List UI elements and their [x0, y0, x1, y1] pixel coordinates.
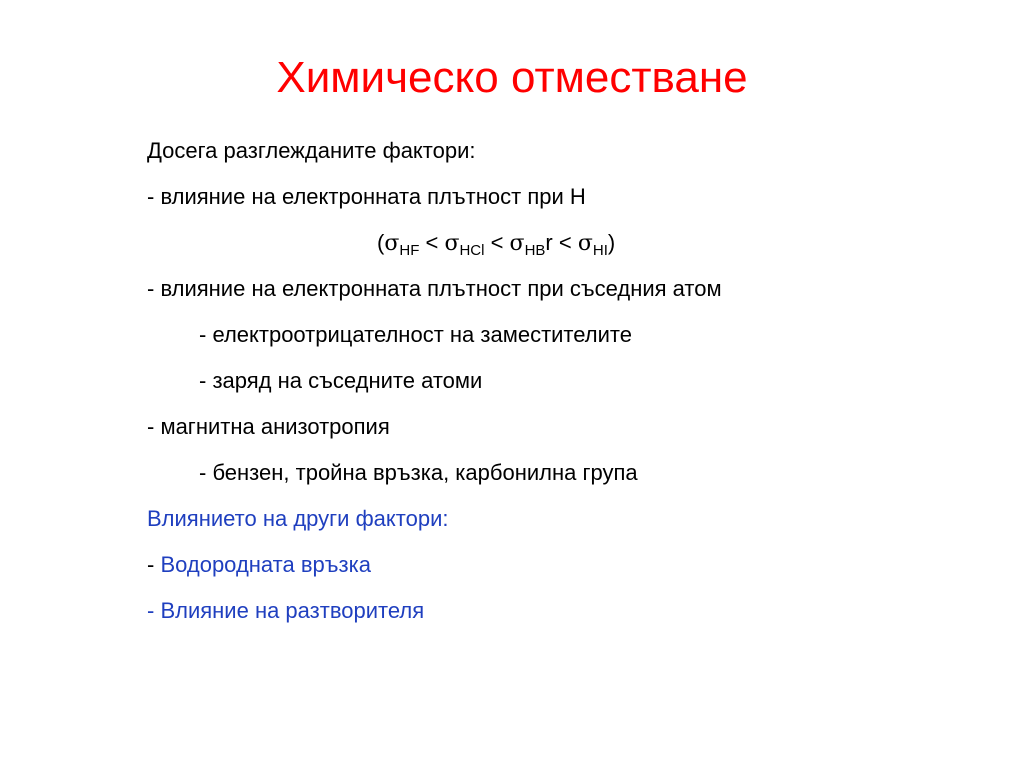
- subscript-hf: HF: [399, 242, 420, 259]
- subfactor-neighbor-charge: - заряд на съседните атоми: [199, 368, 483, 393]
- formula-close-paren: ): [607, 230, 616, 255]
- formula-r: r: [545, 230, 553, 255]
- other-factors-heading: Влиянието на други фактори:: [147, 506, 449, 531]
- factor-electron-density-h: - влияние на електронната плътност при Н: [147, 184, 586, 209]
- less-than-sign: <: [419, 230, 445, 255]
- formula-open-paren: (: [377, 230, 385, 255]
- subscript-hb: HB: [524, 242, 546, 259]
- sigma-symbol: σ: [444, 231, 460, 256]
- subscript-hi: HI: [592, 242, 608, 259]
- sigma-symbol: σ: [384, 231, 400, 256]
- other-factor-solvent: - Влияние на разтворителя: [147, 598, 425, 623]
- list-dash: -: [147, 552, 161, 577]
- factor-magnetic-anisotropy: - магнитна анизотропия: [147, 414, 390, 439]
- subfactor-anisotropy-examples: - бензен, тройна връзка, карбонилна група: [199, 460, 638, 485]
- sigma-symbol: σ: [577, 231, 593, 256]
- less-than-sign: <: [484, 230, 510, 255]
- subscript-hcl: HCl: [459, 242, 485, 259]
- less-than-sign: <: [552, 230, 578, 255]
- shielding-formula: [377, 229, 615, 260]
- intro-text: Досега разглежданите фактори:: [147, 138, 476, 163]
- factor-neighbor-atom-density: - влияние на електронната плътност при съседния атом: [147, 276, 722, 301]
- other-factor-hydrogen-bond: [147, 551, 371, 579]
- slide-title: Химическо отместване: [276, 53, 748, 102]
- sigma-symbol: σ: [509, 231, 525, 256]
- hydrogen-bond-label: Водородната връзка: [160, 552, 371, 577]
- subfactor-electronegativity: - електроотрицателност на заместителите: [199, 322, 632, 347]
